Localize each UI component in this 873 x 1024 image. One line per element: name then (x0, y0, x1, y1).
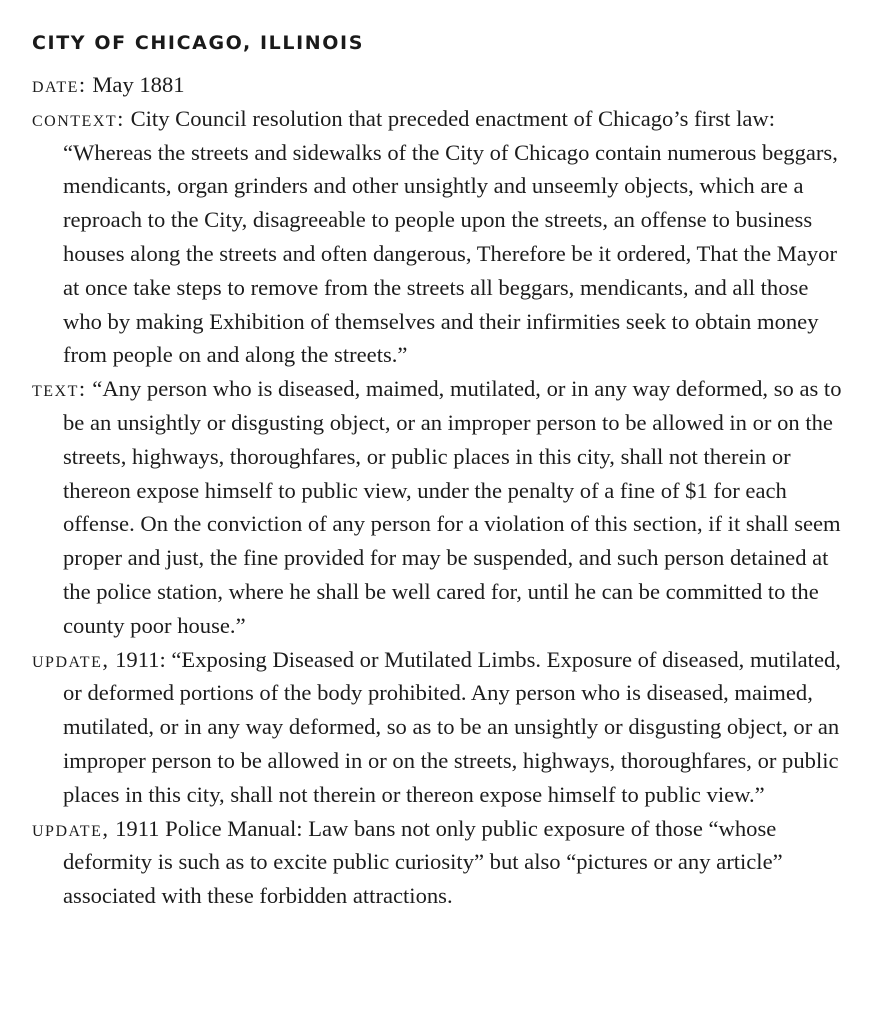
entry-label: context: (32, 105, 125, 131)
entry-label: text: (32, 376, 87, 402)
entry-update-1911 (32, 643, 844, 812)
entry-text-of-law (32, 372, 844, 642)
entry-text: 1911 Police Manual: Law bans not only public exposure of those “whose deformity is such as to excite public curiosity” but also “pictures or any article” associated with these forbidden attractions. (63, 815, 783, 909)
document-page (32, 28, 844, 913)
entry-label: date: (32, 72, 87, 97)
entry-update-police-manual (32, 812, 844, 913)
entry-text: City Council resolution that preceded enactment of Chicago’s first law: “Whereas the streets and sidewalks of the City of Chicago contain numerous beggars, mendicants, organ grinders and other unsightly and unseemly objects, which are a reproach to the City, disagreeable to people upon the streets, an offense to business houses along the streets and often dangerous, Therefore be it ordered, That the Mayor at once take steps to remove from the streets all beggars, mendicants, and all those who by making Exhibition of themselves and their infirmities seek to obtain money from people on and along the streets.” (63, 105, 838, 368)
section-heading: CITY OF CHICAGO, ILLINOIS (32, 32, 364, 54)
entry-text: May 1881 (86, 72, 185, 97)
entry-text: “Any person who is diseased, maimed, mutilated, or in any way deformed, so as to be an unsightly or disgusting object, or an improper person to be allowed in or on the streets, highways, thoroughfares, or public places in this city, shall not therein or thereon expose himself to public view, under the penalty of a fine of $1 for each offense. On the conviction of any person for a violation of this section, if it shall seem proper and just, the fine provided for may be suspended, and such person detained at the police station, where he shall be well cared for, until he can be committed to the county poor house.” (63, 376, 842, 638)
entry-text: 1911: “Exposing Diseased or Mutilated Limbs. Exposure of diseased, mutilated, or deformed portions of the body prohibited. Any person who is diseased, maimed, mutilated, or in any way deformed, so as to be an unsightly or disgusting object, or an improper person to be allowed in or on the streets, highways, thoroughfares, or public places in this city, shall not therein or thereon expose himself to public view.” (63, 646, 841, 807)
entry-label: update, (32, 646, 110, 672)
entry-context (32, 102, 844, 372)
entry-label: update, (32, 815, 110, 841)
entry-date (32, 68, 844, 102)
